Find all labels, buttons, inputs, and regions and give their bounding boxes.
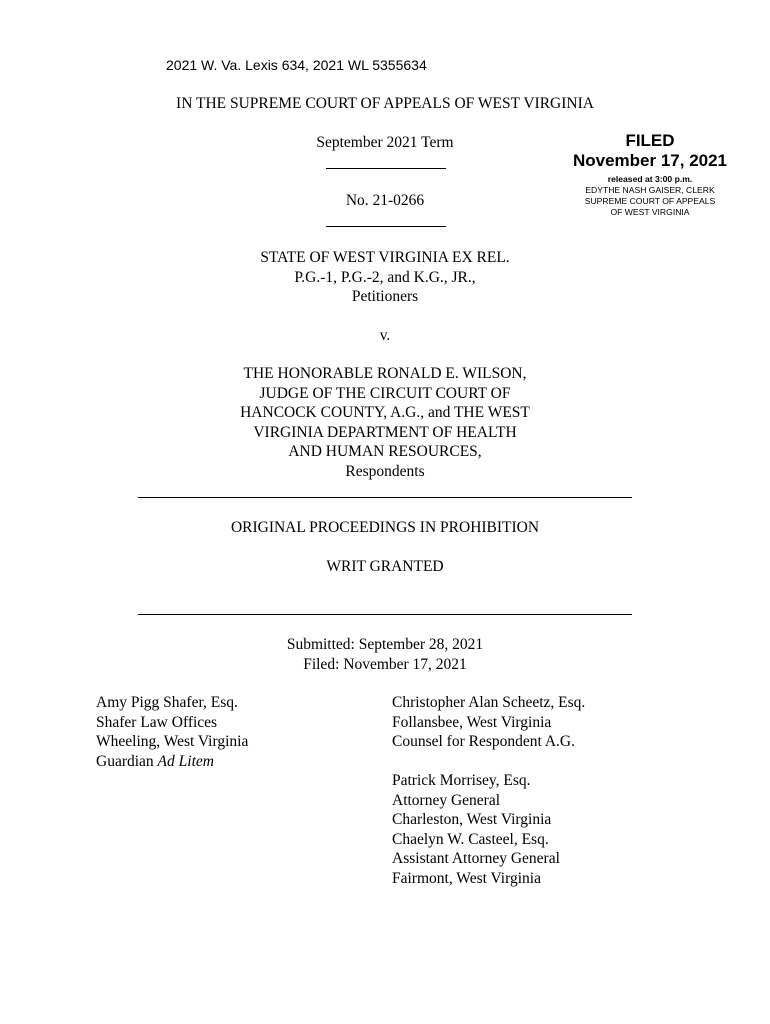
filed-court-line2: OF WEST VIRGINIA: [610, 207, 690, 217]
section-divider: [138, 497, 632, 498]
counsel-city: Wheeling, West Virginia: [96, 733, 249, 750]
filed-released: released at 3:00 p.m.: [607, 174, 693, 184]
versus: v.: [379, 327, 391, 344]
respondent-line: VIRGINIA DEPARTMENT OF HEALTH: [253, 423, 517, 441]
filed-label: FILED: [625, 131, 675, 150]
counsel-right-2: [392, 771, 560, 888]
counsel-line: Follansbee, West Virginia: [392, 713, 552, 731]
citation: 2021 W. Va. Lexis 634, 2021 WL 5355634: [166, 57, 427, 73]
filed-court-line1: SUPREME COURT OF APPEALS: [584, 196, 716, 206]
counsel-right: [392, 693, 585, 752]
dates-block: [0, 635, 770, 674]
case-number: No. 21-0266: [345, 192, 425, 209]
respondent-line: AND HUMAN RESOURCES,: [288, 443, 482, 460]
counsel-left: [96, 693, 248, 771]
counsel-line: Chaelyn W. Casteel, Esq.: [392, 830, 549, 848]
respondent-line: JUDGE OF THE CIRCUIT COURT OF: [259, 384, 511, 402]
petitioner-line: P.G.-1, P.G.-2, and K.G., JR.,: [294, 268, 476, 286]
term-divider: [326, 168, 446, 169]
filed-date: November 17, 2021: [572, 151, 728, 170]
court-name: IN THE SUPREME COURT OF APPEALS OF WEST VIRGINIA: [176, 95, 594, 112]
petitioners-block: [0, 248, 770, 307]
respondent-label: Respondents: [345, 462, 425, 480]
counsel-line: Counsel for Respondent A.G.: [392, 733, 575, 750]
counsel-role-italic: Ad Litem: [157, 752, 214, 770]
counsel-firm: Shafer Law Offices: [96, 713, 218, 731]
respondent-line: HANCOCK COUNTY, A.G., and THE WEST: [240, 404, 530, 421]
counsel-line: Fairmont, West Virginia: [392, 869, 541, 887]
proceeding-type: ORIGINAL PROCEEDINGS IN PROHIBITION: [230, 519, 540, 536]
case-number-divider: [326, 226, 446, 227]
filed-stamp: [560, 131, 740, 218]
counsel-name: Amy Pigg Shafer, Esq.: [96, 694, 238, 711]
respondent-line: THE HONORABLE RONALD E. WILSON,: [243, 365, 527, 382]
counsel-role-prefix: Guardian: [96, 752, 158, 770]
counsel-line: Christopher Alan Scheetz, Esq.: [392, 694, 586, 711]
counsel-line: Charleston, West Virginia: [392, 811, 552, 828]
filed-clerk: EDYTHE NASH GAISER, CLERK: [585, 185, 715, 195]
counsel-line: Patrick Morrisey, Esq.: [392, 772, 531, 789]
filed-date-line: Filed: November 17, 2021: [303, 655, 467, 673]
counsel-role: [96, 752, 248, 772]
counsel-line: Assistant Attorney General: [392, 850, 560, 867]
petitioner-line: STATE OF WEST VIRGINIA EX REL.: [260, 249, 510, 266]
section-divider: [138, 614, 632, 615]
counsel-line: Attorney General: [392, 791, 501, 809]
term: September 2021 Term: [316, 134, 454, 151]
disposition: WRIT GRANTED: [326, 558, 444, 575]
petitioner-label: Petitioners: [351, 288, 419, 305]
submitted-date: Submitted: September 28, 2021: [286, 636, 484, 653]
respondents-block: [0, 364, 770, 481]
